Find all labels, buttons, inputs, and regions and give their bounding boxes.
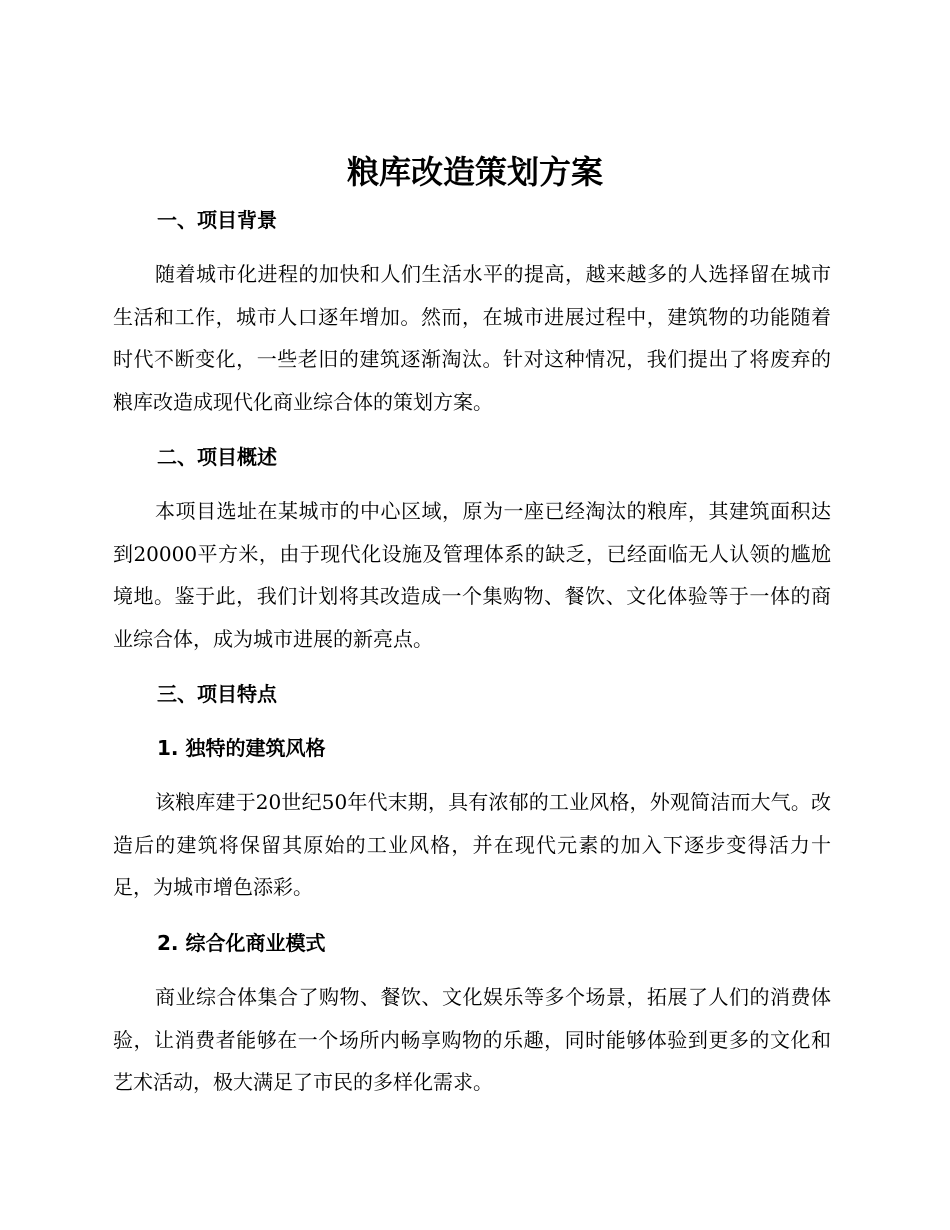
section-heading-features: 三、项目特点: [157, 682, 277, 706]
section-heading-background: 一、项目背景: [157, 208, 277, 232]
section-paragraph-overview: 本项目选址在某城市的中心区域，原为一座已经淘汰的粮库，其建筑面积达到20000平方米，由于现代化设施及管理体系的缺乏，已经面临无人认领的尴尬境地。鉴于此，我们计划将其改造成一个集购物、餐饮、文化体验等于一体的商业综合体，成为城市进展的新亮点。: [113, 499, 831, 651]
subsection-heading-business-model: 2. 综合化商业模式: [157, 931, 326, 955]
document-title: 粮库改造策划方案: [346, 153, 603, 191]
section-heading-overview: 二、项目概述: [157, 445, 277, 469]
section-paragraph-background: 随着城市化进程的加快和人们生活水平的提高，越来越多的人选择留在城市生活和工作，城市人口逐年增加。然而，在城市进展过程中，建筑物的功能随着时代不断变化，一些老旧的建筑逐渐淘汰。针对这种情况，我们提出了将废弃的粮库改造成现代化商业综合体的策划方案。: [113, 262, 831, 414]
subsection-heading-architecture: 1. 独特的建筑风格: [157, 736, 326, 760]
subsection-paragraph-business-model: 商业综合体集合了购物、餐饮、文化娱乐等多个场景，拓展了人们的消费体验，让消费者能够在一个场所内畅享购物的乐趣，同时能够体验到更多的文化和艺术活动，极大满足了市民的多样化需求。: [113, 985, 831, 1094]
subsection-paragraph-architecture: 该粮库建于20世纪50年代末期，具有浓郁的工业风格，外观简洁而大气。改造后的建筑将保留其原始的工业风格，并在现代元素的加入下逐步变得活力十足，为城市增色添彩。: [113, 790, 831, 899]
